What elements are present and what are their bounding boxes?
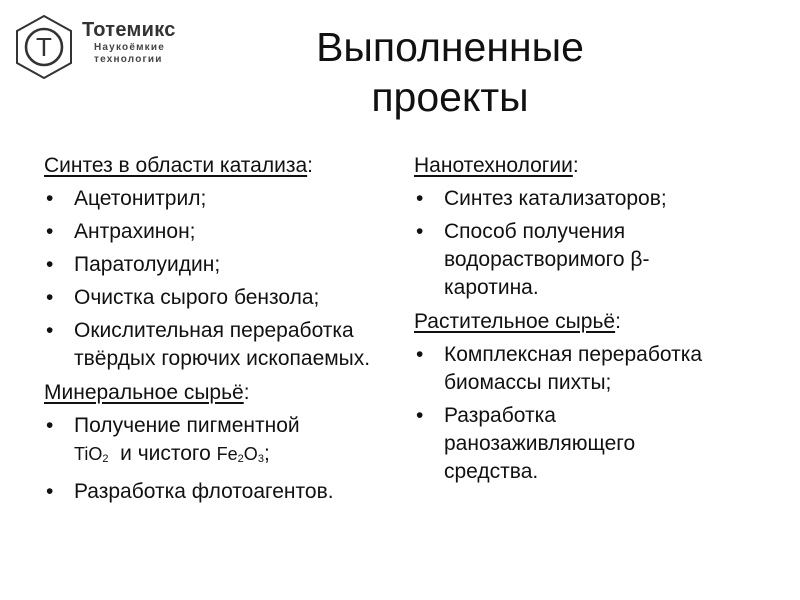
list-item: • Комплексная переработка биомассы пихты; — [416, 343, 703, 394]
list-item: • Антрахинон; — [46, 220, 196, 243]
nano-heading: Нанотехнологии: — [414, 154, 579, 177]
list-item: • Окислительная переработка твёрдых горючих ископаемых. — [46, 319, 371, 370]
plant-list — [414, 341, 714, 486]
list-item: • Ацетонитрил; — [46, 187, 207, 210]
page-title — [250, 22, 650, 122]
totemix-logo — [14, 14, 74, 80]
right-column — [414, 148, 714, 492]
brand — [82, 18, 176, 66]
title-line-1: Выполненные — [316, 24, 584, 70]
list-item: • Паратолуидин; — [46, 253, 221, 276]
list-item: • Синтез катализаторов; — [416, 187, 667, 210]
nano-list — [414, 185, 714, 302]
mineral-heading: Минеральное сырьё: — [44, 381, 250, 404]
brand-sub-2: технологии — [94, 54, 163, 65]
list-item: • Получение пигментной TiO$_2$ и чистого $Fe_2O_3$; — [46, 414, 300, 465]
title-line-2: проекты — [371, 74, 529, 120]
catalysis-heading: Синтез в области катализа: — [44, 154, 313, 177]
mineral-list — [44, 412, 384, 506]
brand-name: Тотемикс — [82, 19, 176, 41]
catalysis-list — [44, 185, 384, 373]
logo-letter: Т — [36, 32, 52, 62]
left-column — [44, 148, 384, 512]
list-item: • Разработка флотоагентов. — [46, 480, 334, 503]
list-item: • Очистка сырого бензола; — [46, 286, 320, 309]
brand-sub-1: Наукоёмкие — [94, 42, 165, 53]
list-item: • Способ получения водорастворимого β-каротина. — [416, 220, 650, 299]
list-item: • Разработка ранозаживляющего средства. — [416, 404, 636, 483]
plant-heading: Растительное сырьё: — [414, 310, 621, 333]
